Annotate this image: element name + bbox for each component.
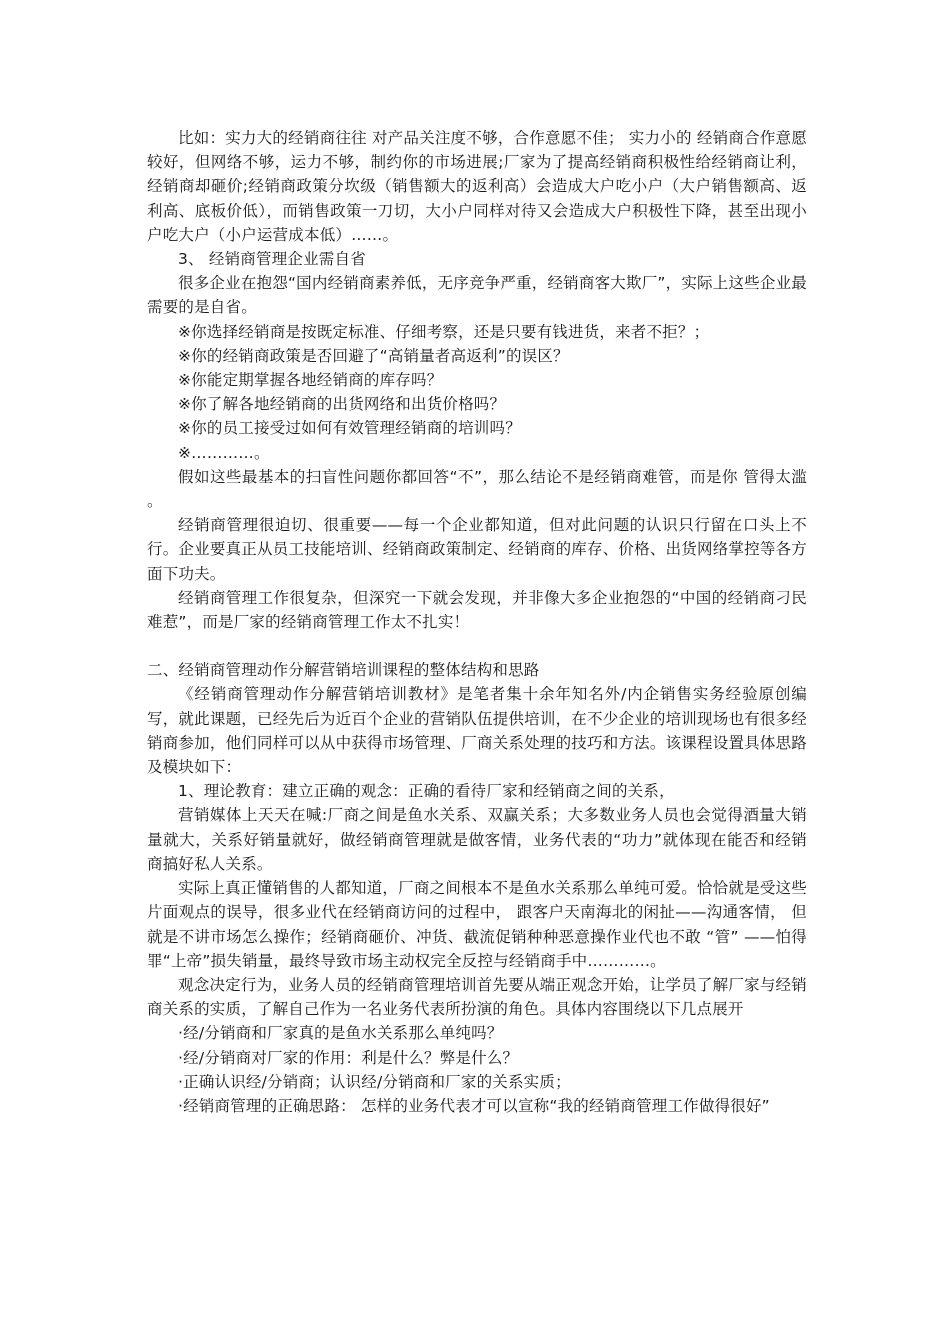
question-item: ※…………。 <box>178 443 270 462</box>
paragraph: 比如：实力大的经销商往往 对产品关注度不够，合作意愿不佳； 实力小的 经销商合作意愿较好，但网络不够，运力不够，制约你的市场进展;厂家为了提高经销商积极性给经销商让利，经销商却砸价;经销商政策分坎级（销售额大的返利高）会造成大户吃小户（大户销售额高、返利高、底板价低），而销售政策一刀切，大小户同样对待又会造成大户积极性下降，甚至出现小户吃大户（小户运营成本低）……。 <box>147 129 807 244</box>
paragraph: 《经销商管理动作分解营销培训教材》是笔者集十余年知名外/内企销售实务经验原创编写，就此课题，已经先后为近百个企业的营销队伍提供培训，在不少企业的培训现场也有很多经销商参加，他们同样可以从中获得市场管理、厂商关系处理的技巧和方法。该课程设置具体思路及模块如下： <box>147 685 807 777</box>
paragraph-spacer <box>147 634 807 658</box>
question-item: ※你选择经销商是按既定标准、仔细考察，还是只要有钱进货，来者不拒？； <box>178 322 710 341</box>
question-item: ※你的经销商政策是否回避了“高销量者高返利”的误区？ <box>178 346 569 365</box>
question-item: ※你了解各地经销商的出货网络和出货价格吗？ <box>178 395 506 414</box>
paragraph: 经销商管理工作很复杂，但深究一下就会发现，并非像大多企业抱怨的“中国的经销商刁民难惹”，而是厂家的经销商管理工作太不扎实！ <box>147 588 807 632</box>
paragraph: 经销商管理很迫切、很重要——每一个企业都知道，但对此问题的认识只行留在口头上不行。企业要真正从员工技能培训、经销商政策制定、经销商的库存、价格、出货网络掌控等各方面下功夫。 <box>147 516 807 583</box>
question-item: ※你的员工接受过如何有效管理经销商的培训吗？ <box>178 419 521 438</box>
paragraph: 假如这些最基本的扫盲性问题你都回答“不”，那么结论不是经销商难管，而是你 管得太滥 。 <box>147 467 813 511</box>
section-heading: 二、经销商管理动作分解营销培训课程的整体结构和思路 <box>147 661 540 680</box>
paragraph: 实际上真正懂销售的人都知道，厂商之间根本不是鱼水关系那么单纯可爱。恰恰就是受这些片面观点的误导，很多业代在经销商访问的过程中， 跟客户天南海北的闲扯——沟通客情， 但就是不讲市场怎么操作；经销商砸价、冲货、截流促销种种恶意操作业代也不敢 “管” ——怕得罪“上帝”损失销量，最终导致市场主动权完全反控与经销商手中…………。 <box>147 879 807 970</box>
bullet-item: ·正确认识经/分销商；认识经/分销商和厂家的关系实质； <box>178 1072 571 1091</box>
paragraph: 观念决定行为，业务人员的经销商管理培训首先要从端正观念开始，让学员了解厂家与经销商关系的实质，了解自己作为一名业务代表所扮演的角色。具体内容围绕以下几点展开 <box>147 975 807 1019</box>
bullet-item: ·经/分销商对厂家的作用：利是什么？弊是什么？ <box>178 1048 519 1067</box>
paragraph: 营销媒体上天天在喊:厂商之间是鱼水关系、双赢关系；大多数业务人员也会觉得酒量大销量就大，关系好销量就好，做经销商管理就是做客情，业务代表的“功力”就体现在能否和经销商搞好私人关系。 <box>147 806 807 873</box>
bullet-item: ·经/分销商和厂家真的是鱼水关系那么单纯吗？ <box>178 1024 503 1043</box>
paragraph: 很多企业在抱怨“国内经销商素养低，无序竞争严重，经销商客大欺厂”，实际上这些企业最需要的是自省。 <box>147 274 807 317</box>
bullet-item: ·经销商管理的正确思路： 怎样的业务代表才可以宣称“我的经销商管理工作做得很好” <box>178 1096 770 1115</box>
document-body <box>147 126 813 1118</box>
numbered-heading: 1、理论教育：建立正确的观念：正确的看待厂家和经销商之间的关系， <box>178 782 675 801</box>
question-item: ※你能定期掌握各地经销商的库存吗？ <box>178 371 443 390</box>
numbered-heading: 3、 经销商管理企业需自省 <box>178 250 366 269</box>
